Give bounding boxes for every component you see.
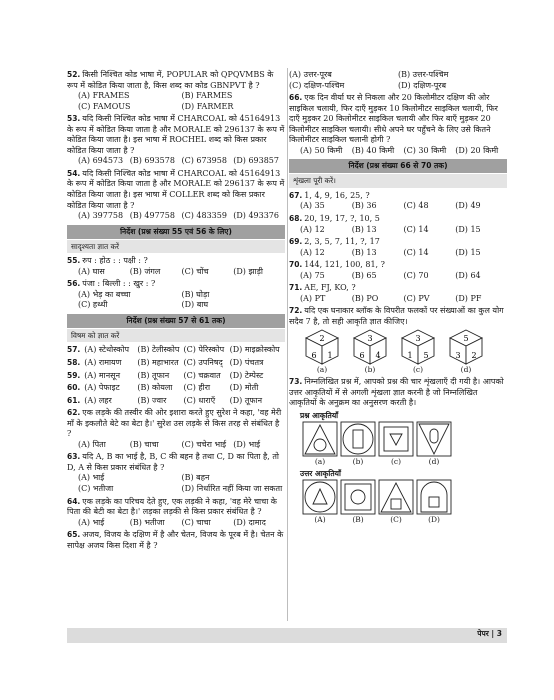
question-71: 71. AE, FJ, KO, ? (A) PT (B) PO (C) PV (D) PF [289,283,482,303]
cube-icon [401,329,435,365]
section-subheading: विषम को ज्ञात करें [67,329,285,343]
dice-figure: 3 6 4 (b) [353,329,387,375]
answer-figure-letters: (A) (B) (C) (D) [314,514,440,524]
page-number: पेपर | 3 [477,629,502,638]
cube-top-number: 3 [367,334,373,344]
cube-top-number: 2 [319,334,325,344]
question-73: 73. निम्नलिखित प्रश्न में, आपको प्रश्न की चार शृंखलाएँ दी गयी है। आपको उत्तर आकृतियों में से अगली शृंखला ज्ञात करनी है जो निम्नलिखित आकृतियों के अनुक्रम का अनुसरण करती है। प्रश्न आकृतियाँ (a) (b) (c) (d) उत्तर आकृतियाँ (A) (B) (C) (D) [289,377,507,524]
cube-left-number: 6 [359,351,365,361]
question-figures [289,421,507,457]
dice-figure: 3 1 5 (c) [401,329,435,375]
dice-figure: 5 3 2 (d) [449,329,483,375]
question-59: 59. (A) मानसून (B) तूफान (C) चक्रवात (D) टेम्पेस्ट [67,370,264,380]
right-column [289,70,507,527]
question-figures-label: प्रश्न आकृतियाँ [300,410,339,420]
footer-bar [67,628,507,643]
cube-right-number: 5 [423,351,429,361]
question-55: 55. रुप : होठ : : पक्षी : ? (A) घास (B) जंगल (C) चोंच (D) झाड़ी [67,256,263,276]
question-68: 68. 20, 19, 17, ?, 10, 5 (A) 12 (B) 13 (C) 14 (D) 15 [289,213,481,234]
cube-top-number: 3 [415,334,421,344]
question-65: 65. अजय, विजय के दक्षिण में है और चेतन, विजय के पूरब में है। चेतन के सापेक्ष अजय किस दिशा में है ? [67,530,284,550]
cube-top-number: 5 [463,334,469,344]
answer-figures-shapes [301,479,453,515]
cube-left-number: 3 [455,351,461,361]
question-69: 69. 2, 3, 5, 7, 11, ?, 17 (A) 12 (B) 13 (C) 14 (D) 15 [289,237,481,257]
column-divider [287,68,288,621]
answer-figures [289,479,507,515]
cube-right-number: 2 [471,351,477,361]
dice-figure: 2 6 1 (a) [305,329,339,375]
cube-icon [353,329,387,365]
cube-left-number: 6 [311,351,317,361]
question-72: 72. यदि एक घनाकार ब्लॉक के विपरीत फलकों पर संख्याओं का कुल योग सदैव 7 है, तो सही आकृति ज्ञात कीजिए। 2 6 1 (a) 3 6 4 (b) 3 1 5 (c) 5 3 2 (d) [289,306,507,375]
cube-icon [449,329,483,365]
cube-right-number: 4 [375,351,381,361]
question-61: 61. (A) लहर (B) ज्वार (C) धाराएँ (D) तूफान [67,395,263,405]
answer-figures-label: उत्तर आकृतियाँ [300,468,341,478]
question-figure-letters: (a) (b) (c) (d) [314,456,440,466]
question-64: 64. एक लड़के का परिचय देते हुए, एक लड़की ने कहा, 'वह मेरे चाचा के पिता की बेटी का बेटा है।' लड़का लड़की से किस प्रकार संबंधित है ? (A) भाई (B) भतीजा (C) चाचा (D) दामाद [67,496,277,527]
directions-header: निर्देश (प्रश्न संख्या 55 एवं 56 के लिए) [67,225,285,239]
question-56: 56. पंजा : बिल्ली : : खुर : ? (A) भेड़ का बच्चा (B) घोड़ा (C) हथ्थी (D) बाघ [67,279,210,310]
question-63: 63. यदि A, B का भाई है, B, C की बहन है तथा C, D का पिता है, तो D, A से किस प्रकार संबंधित है ? (A) भाई (B) बहन (C) भतीजा (D) निर्धारित नहीं किया जा सकता [67,452,283,493]
question-figures-shapes [301,421,453,457]
question-58: 58. (A) रामायण (B) महाभारत (C) उपनिषद् (D) पंचतत्र [67,357,264,367]
directions-header: निर्देश (प्रश्न संख्या 57 से 61 तक) [67,314,285,328]
question-57: 57. (A) स्टेथोस्कोप (B) टेलीस्कोप (C) पेरिस्कोप (D) माइक्रोस्कोप [67,345,280,355]
dice-figures [289,329,507,375]
question-70: 70. 144, 121, 100, 81, ? (A) 75 (B) 65 (C) 70 (D) 64 [289,260,481,280]
question-65-options: (A) उत्तर-पूरब (B) उत्तर-पश्चिम (C) दक्षिण-पश्चिम (D) दक्षिण-पूरब [289,70,449,90]
question-66: 66. एक दिन वीर्या घर से निकला और 20 किलोमीटर दक्षिण की ओर साइकिल चलायी, फिर दाएँ मुड़कर 10 किलोमीटर साइकिल चलायी, फिर दाएँ मुड़कर 20 किलोमीटर साइकिल चलायी और फिर बाएँ मुड़कर 20 किलोमीटर साइकिल चलायी। सीधे अपने घर पहुँचने के लिए उसे कितने किलोमीटर साइकिल चलानी होगी ? (A) 50 किमी (B) 40 किमी (C) 30 किमी (D) 20 किमी [289,93,499,155]
question-54: 54. यदि किसी निश्चित कोड भाषा में CHARCOAL को 45164913 के रूप में कोडित किया जाता है और MORALE को 296137 के रूप में कोडित किया जाता है। इस भाषा में COLLER शब्द को किस प्रकार कोडित किया जाता है ? (A) 397758 (B) 497758 (C) 483359 (D) 493376 [67,168,285,221]
question-67: 67. 1, 4, 9, 16, 25, ? (A) 35 (B) 36 (C) 48 (D) 49 [289,190,481,211]
section-subheading: शृंखला पूरी करें। [289,174,507,188]
question-52: 52. किसी निश्चित कोड भाषा में, POPULAR को QPQVMBS के रूप में कोडित किया जाता है, किस शब्द का कोड GBNPVT है ? (A) FRAMES (B) FARMES (C) FAMOUS (D) FARMER [67,70,274,111]
left-column [67,70,285,553]
cube-left-number: 1 [407,351,413,361]
cube-right-number: 1 [327,351,333,361]
directions-header: निर्देश (प्रश्न संख्या 66 से 70 तक) [289,159,507,173]
question-53: 53. यदि किसी निश्चित कोड भाषा में CHARCOAL को 45164913 के रूप में कोडित किया जाता है और MORALE को 296137 के रूप में कोडित किया जाता है। इस भाषा में ROCHEL शब्द को किस प्रकार कोडित किया जाता है ? (A) 694573 (B) 693578 (C) 673958 (D) 693857 [67,114,285,166]
cube-icon [305,329,339,365]
question-62: 62. एक लड़के की तस्वीर की ओर इशारा करते हुए सुरेश ने कहा, 'वह मेरी माँ के इकलौते बेटे का बेटा है।' सुरेश उस लड़के से किस तरह से संबंधित है ? (A) पिता (B) चाचा (C) चचेरा भाई (D) भाई [67,408,282,449]
section-subheading: सादृश्यता ज्ञात करें [67,240,285,254]
question-60: 60. (A) पेफाइट (B) कोयला (C) हीरा (D) मोती [67,383,259,393]
